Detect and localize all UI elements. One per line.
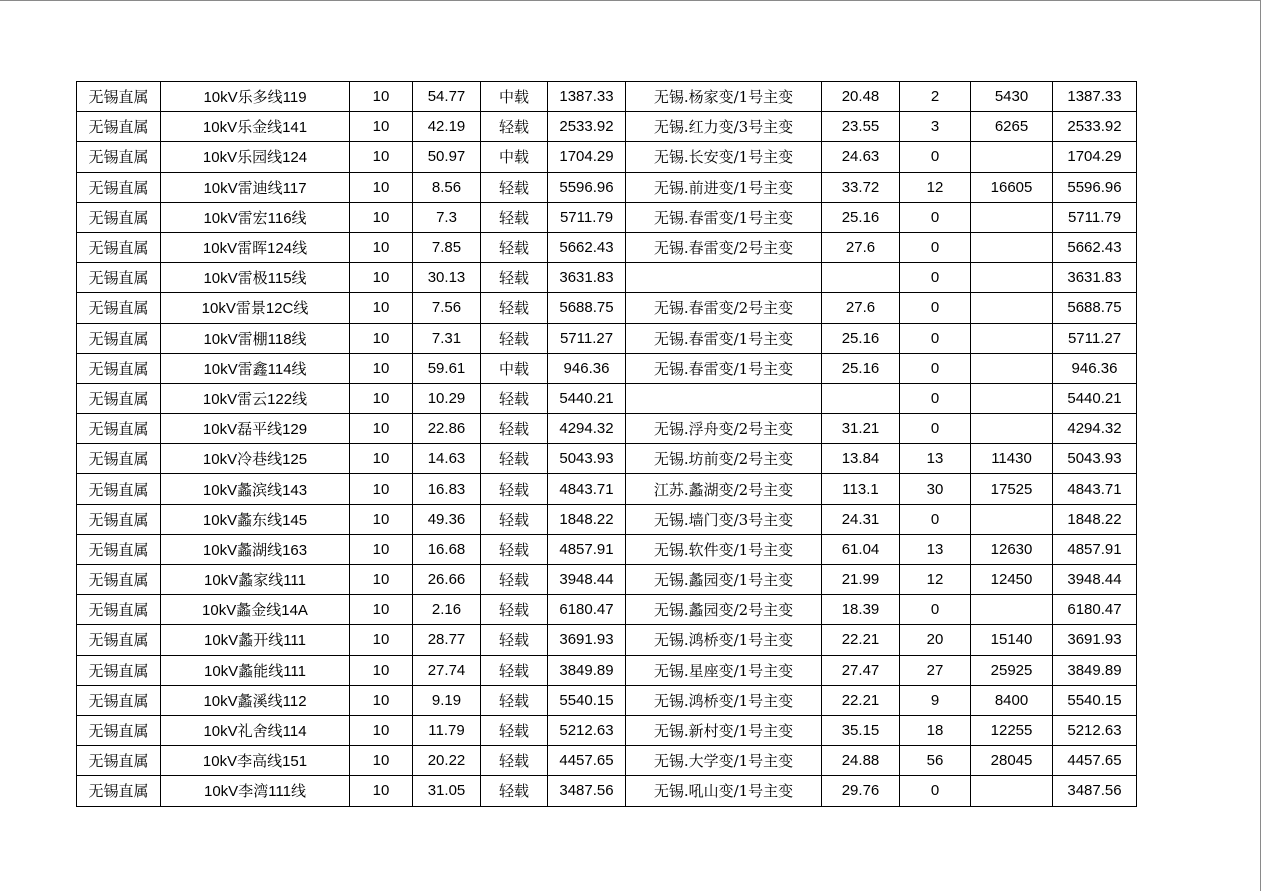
cell-length: 11.79 (413, 715, 481, 745)
cell-substation-transformer (626, 383, 822, 413)
cell-load-status: 轻载 (481, 565, 548, 595)
cell-voltage: 10 (350, 82, 413, 112)
cell-load-rate: 31.21 (822, 414, 900, 444)
cell-load-status: 轻载 (481, 263, 548, 293)
cell-feeder-line: 10kV雷晖124线 (161, 232, 350, 262)
cell-feeder-line: 10kV雷鑫114线 (161, 353, 350, 383)
cell-total-capacity (971, 293, 1053, 323)
cell-total-capacity: 16605 (971, 172, 1053, 202)
cell-feeder-line: 10kV李高线151 (161, 746, 350, 776)
cell-capacity: 1704.29 (548, 142, 626, 172)
cell-available-capacity: 3631.83 (1053, 263, 1137, 293)
cell-total-capacity (971, 776, 1053, 806)
cell-organization: 无锡直属 (77, 776, 161, 806)
table-row (77, 142, 1137, 172)
cell-load-rate: 25.16 (822, 353, 900, 383)
cell-organization: 无锡直属 (77, 746, 161, 776)
cell-count: 0 (900, 353, 971, 383)
cell-load-status: 中载 (481, 142, 548, 172)
cell-voltage: 10 (350, 565, 413, 595)
cell-feeder-line: 10kV礼舍线114 (161, 715, 350, 745)
cell-count: 56 (900, 746, 971, 776)
cell-organization: 无锡直属 (77, 82, 161, 112)
cell-count: 0 (900, 504, 971, 534)
cell-available-capacity: 3849.89 (1053, 655, 1137, 685)
cell-count: 2 (900, 82, 971, 112)
cell-available-capacity: 4843.71 (1053, 474, 1137, 504)
cell-length: 8.56 (413, 172, 481, 202)
cell-total-capacity: 17525 (971, 474, 1053, 504)
cell-count: 0 (900, 232, 971, 262)
cell-load-status: 轻载 (481, 474, 548, 504)
cell-organization: 无锡直属 (77, 444, 161, 474)
cell-organization: 无锡直属 (77, 534, 161, 564)
cell-load-rate: 23.55 (822, 112, 900, 142)
cell-organization: 无锡直属 (77, 353, 161, 383)
cell-organization: 无锡直属 (77, 112, 161, 142)
cell-count: 13 (900, 444, 971, 474)
table-row (77, 776, 1137, 806)
cell-load-rate (822, 383, 900, 413)
cell-feeder-line: 10kV磊平线129 (161, 414, 350, 444)
cell-organization: 无锡直属 (77, 715, 161, 745)
table-row (77, 444, 1137, 474)
table-row (77, 112, 1137, 142)
cell-substation-transformer (626, 263, 822, 293)
cell-voltage: 10 (350, 142, 413, 172)
cell-capacity: 5043.93 (548, 444, 626, 474)
cell-load-rate: 27.47 (822, 655, 900, 685)
cell-length: 54.77 (413, 82, 481, 112)
table-row (77, 534, 1137, 564)
table-row (77, 474, 1137, 504)
cell-substation-transformer: 无锡.软件变/1号主变 (626, 534, 822, 564)
cell-load-status: 轻载 (481, 232, 548, 262)
cell-substation-transformer: 无锡.蠡园变/2号主变 (626, 595, 822, 625)
cell-capacity: 4457.65 (548, 746, 626, 776)
table-row (77, 293, 1137, 323)
cell-total-capacity: 15140 (971, 625, 1053, 655)
cell-organization: 无锡直属 (77, 595, 161, 625)
cell-substation-transformer: 无锡.春雷变/1号主变 (626, 323, 822, 353)
cell-length: 59.61 (413, 353, 481, 383)
cell-available-capacity: 5540.15 (1053, 685, 1137, 715)
cell-load-rate: 27.6 (822, 293, 900, 323)
cell-available-capacity: 1848.22 (1053, 504, 1137, 534)
cell-substation-transformer: 无锡.春雷变/2号主变 (626, 232, 822, 262)
table-body (77, 82, 1137, 807)
cell-length: 28.77 (413, 625, 481, 655)
cell-feeder-line: 10kV蠡开线111 (161, 625, 350, 655)
cell-capacity: 5596.96 (548, 172, 626, 202)
cell-count: 27 (900, 655, 971, 685)
cell-total-capacity (971, 323, 1053, 353)
cell-substation-transformer: 无锡.新村变/1号主变 (626, 715, 822, 745)
cell-load-rate: 25.16 (822, 323, 900, 353)
cell-load-status: 轻载 (481, 655, 548, 685)
cell-organization: 无锡直属 (77, 232, 161, 262)
cell-load-status: 中载 (481, 353, 548, 383)
cell-length: 31.05 (413, 776, 481, 806)
cell-total-capacity: 6265 (971, 112, 1053, 142)
cell-capacity: 5711.79 (548, 202, 626, 232)
cell-capacity: 2533.92 (548, 112, 626, 142)
cell-capacity: 946.36 (548, 353, 626, 383)
cell-voltage: 10 (350, 383, 413, 413)
cell-substation-transformer: 无锡.杨家变/1号主变 (626, 82, 822, 112)
cell-substation-transformer: 无锡.大学变/1号主变 (626, 746, 822, 776)
cell-organization: 无锡直属 (77, 383, 161, 413)
cell-load-rate: 24.31 (822, 504, 900, 534)
cell-organization: 无锡直属 (77, 625, 161, 655)
cell-feeder-line: 10kV蠡滨线143 (161, 474, 350, 504)
cell-count: 0 (900, 383, 971, 413)
cell-voltage: 10 (350, 776, 413, 806)
cell-load-status: 轻载 (481, 293, 548, 323)
feeder-load-table (76, 81, 1137, 807)
cell-organization: 无锡直属 (77, 293, 161, 323)
cell-total-capacity (971, 504, 1053, 534)
cell-feeder-line: 10kV蠡金线14A (161, 595, 350, 625)
cell-total-capacity (971, 414, 1053, 444)
cell-load-rate: 33.72 (822, 172, 900, 202)
cell-length: 42.19 (413, 112, 481, 142)
cell-load-status: 轻载 (481, 202, 548, 232)
cell-organization: 无锡直属 (77, 263, 161, 293)
cell-voltage: 10 (350, 595, 413, 625)
cell-available-capacity: 5440.21 (1053, 383, 1137, 413)
cell-organization: 无锡直属 (77, 323, 161, 353)
cell-feeder-line: 10kV雷景12C线 (161, 293, 350, 323)
cell-available-capacity: 4457.65 (1053, 746, 1137, 776)
cell-total-capacity: 25925 (971, 655, 1053, 685)
cell-total-capacity (971, 263, 1053, 293)
cell-load-rate: 24.88 (822, 746, 900, 776)
cell-length: 50.97 (413, 142, 481, 172)
cell-length: 16.68 (413, 534, 481, 564)
cell-total-capacity: 12630 (971, 534, 1053, 564)
cell-capacity: 4294.32 (548, 414, 626, 444)
cell-feeder-line: 10kV蠡家线111 (161, 565, 350, 595)
cell-voltage: 10 (350, 715, 413, 745)
cell-voltage: 10 (350, 293, 413, 323)
table-row (77, 323, 1137, 353)
cell-count: 18 (900, 715, 971, 745)
cell-available-capacity: 1704.29 (1053, 142, 1137, 172)
cell-load-rate: 13.84 (822, 444, 900, 474)
cell-organization: 无锡直属 (77, 655, 161, 685)
cell-voltage: 10 (350, 232, 413, 262)
cell-available-capacity: 3948.44 (1053, 565, 1137, 595)
cell-feeder-line: 10kV冷巷线125 (161, 444, 350, 474)
cell-substation-transformer: 无锡.吼山变/1号主变 (626, 776, 822, 806)
cell-feeder-line: 10kV雷极115线 (161, 263, 350, 293)
cell-capacity: 5440.21 (548, 383, 626, 413)
cell-available-capacity: 5596.96 (1053, 172, 1137, 202)
cell-count: 0 (900, 142, 971, 172)
cell-feeder-line: 10kV蠡能线111 (161, 655, 350, 685)
cell-substation-transformer: 无锡.鸿桥变/1号主变 (626, 625, 822, 655)
cell-voltage: 10 (350, 112, 413, 142)
cell-available-capacity: 946.36 (1053, 353, 1137, 383)
table-row (77, 172, 1137, 202)
cell-substation-transformer: 无锡.蠡园变/1号主变 (626, 565, 822, 595)
table-row (77, 655, 1137, 685)
cell-load-rate: 21.99 (822, 565, 900, 595)
cell-load-status: 轻载 (481, 414, 548, 444)
cell-feeder-line: 10kV乐多线119 (161, 82, 350, 112)
cell-load-status: 轻载 (481, 685, 548, 715)
cell-length: 27.74 (413, 655, 481, 685)
cell-capacity: 5662.43 (548, 232, 626, 262)
cell-voltage: 10 (350, 414, 413, 444)
cell-feeder-line: 10kV乐金线141 (161, 112, 350, 142)
cell-capacity: 1387.33 (548, 82, 626, 112)
cell-load-status: 中载 (481, 82, 548, 112)
cell-load-status: 轻载 (481, 383, 548, 413)
cell-capacity: 5688.75 (548, 293, 626, 323)
table-row (77, 383, 1137, 413)
cell-total-capacity: 28045 (971, 746, 1053, 776)
cell-count: 0 (900, 323, 971, 353)
cell-available-capacity: 5711.27 (1053, 323, 1137, 353)
cell-voltage: 10 (350, 444, 413, 474)
cell-capacity: 3487.56 (548, 776, 626, 806)
cell-organization: 无锡直属 (77, 474, 161, 504)
cell-count: 0 (900, 263, 971, 293)
cell-organization: 无锡直属 (77, 202, 161, 232)
cell-length: 22.86 (413, 414, 481, 444)
cell-capacity: 3631.83 (548, 263, 626, 293)
cell-load-rate: 35.15 (822, 715, 900, 745)
cell-load-rate: 24.63 (822, 142, 900, 172)
cell-total-capacity (971, 353, 1053, 383)
cell-load-status: 轻载 (481, 595, 548, 625)
cell-length: 30.13 (413, 263, 481, 293)
cell-substation-transformer: 无锡.墙门变/3号主变 (626, 504, 822, 534)
cell-available-capacity: 4294.32 (1053, 414, 1137, 444)
cell-voltage: 10 (350, 202, 413, 232)
cell-load-status: 轻载 (481, 172, 548, 202)
table-row (77, 202, 1137, 232)
cell-total-capacity (971, 142, 1053, 172)
cell-length: 9.19 (413, 685, 481, 715)
cell-load-rate: 27.6 (822, 232, 900, 262)
cell-count: 30 (900, 474, 971, 504)
cell-length: 26.66 (413, 565, 481, 595)
cell-load-rate: 22.21 (822, 625, 900, 655)
cell-available-capacity: 5662.43 (1053, 232, 1137, 262)
cell-substation-transformer: 无锡.坊前变/2号主变 (626, 444, 822, 474)
cell-organization: 无锡直属 (77, 414, 161, 444)
cell-substation-transformer: 无锡.长安变/1号主变 (626, 142, 822, 172)
cell-capacity: 3849.89 (548, 655, 626, 685)
cell-load-status: 轻载 (481, 534, 548, 564)
cell-feeder-line: 10kV蠡溪线112 (161, 685, 350, 715)
cell-substation-transformer: 无锡.红力变/3号主变 (626, 112, 822, 142)
cell-count: 9 (900, 685, 971, 715)
table-row (77, 746, 1137, 776)
cell-total-capacity: 12450 (971, 565, 1053, 595)
cell-organization: 无锡直属 (77, 504, 161, 534)
cell-count: 0 (900, 414, 971, 444)
cell-capacity: 3691.93 (548, 625, 626, 655)
cell-count: 12 (900, 565, 971, 595)
cell-organization: 无锡直属 (77, 685, 161, 715)
cell-capacity: 5540.15 (548, 685, 626, 715)
cell-length: 14.63 (413, 444, 481, 474)
table-row (77, 625, 1137, 655)
cell-available-capacity: 5212.63 (1053, 715, 1137, 745)
cell-voltage: 10 (350, 263, 413, 293)
cell-count: 0 (900, 293, 971, 323)
cell-feeder-line: 10kV雷宏116线 (161, 202, 350, 232)
cell-total-capacity: 8400 (971, 685, 1053, 715)
cell-length: 16.83 (413, 474, 481, 504)
cell-feeder-line: 10kV雷迪线117 (161, 172, 350, 202)
cell-capacity: 5711.27 (548, 323, 626, 353)
cell-load-status: 轻载 (481, 746, 548, 776)
cell-voltage: 10 (350, 746, 413, 776)
cell-load-rate: 29.76 (822, 776, 900, 806)
cell-organization: 无锡直属 (77, 172, 161, 202)
table-row (77, 595, 1137, 625)
cell-total-capacity: 11430 (971, 444, 1053, 474)
cell-length: 20.22 (413, 746, 481, 776)
cell-feeder-line: 10kV雷云122线 (161, 383, 350, 413)
cell-voltage: 10 (350, 474, 413, 504)
table-row (77, 263, 1137, 293)
cell-available-capacity: 3691.93 (1053, 625, 1137, 655)
table-row (77, 82, 1137, 112)
cell-available-capacity: 3487.56 (1053, 776, 1137, 806)
cell-length: 7.31 (413, 323, 481, 353)
cell-available-capacity: 5711.79 (1053, 202, 1137, 232)
cell-capacity: 1848.22 (548, 504, 626, 534)
cell-organization: 无锡直属 (77, 565, 161, 595)
cell-count: 0 (900, 595, 971, 625)
cell-length: 7.85 (413, 232, 481, 262)
cell-load-rate: 20.48 (822, 82, 900, 112)
cell-capacity: 5212.63 (548, 715, 626, 745)
cell-total-capacity (971, 202, 1053, 232)
cell-load-rate: 25.16 (822, 202, 900, 232)
cell-capacity: 4843.71 (548, 474, 626, 504)
cell-load-rate: 113.1 (822, 474, 900, 504)
cell-capacity: 4857.91 (548, 534, 626, 564)
cell-available-capacity: 2533.92 (1053, 112, 1137, 142)
cell-organization: 无锡直属 (77, 142, 161, 172)
table-row (77, 565, 1137, 595)
cell-feeder-line: 10kV李湾111线 (161, 776, 350, 806)
cell-count: 0 (900, 776, 971, 806)
cell-count: 3 (900, 112, 971, 142)
cell-length: 2.16 (413, 595, 481, 625)
cell-total-capacity: 12255 (971, 715, 1053, 745)
cell-load-status: 轻载 (481, 323, 548, 353)
cell-load-status: 轻载 (481, 776, 548, 806)
cell-available-capacity: 6180.47 (1053, 595, 1137, 625)
cell-substation-transformer: 无锡.浮舟变/2号主变 (626, 414, 822, 444)
cell-length: 49.36 (413, 504, 481, 534)
cell-total-capacity (971, 595, 1053, 625)
cell-total-capacity (971, 383, 1053, 413)
cell-substation-transformer: 无锡.春雷变/1号主变 (626, 353, 822, 383)
cell-count: 13 (900, 534, 971, 564)
cell-voltage: 10 (350, 685, 413, 715)
cell-feeder-line: 10kV蠡东线145 (161, 504, 350, 534)
cell-load-rate: 22.21 (822, 685, 900, 715)
cell-load-status: 轻载 (481, 504, 548, 534)
cell-total-capacity: 5430 (971, 82, 1053, 112)
cell-feeder-line: 10kV乐园线124 (161, 142, 350, 172)
cell-count: 20 (900, 625, 971, 655)
cell-load-status: 轻载 (481, 444, 548, 474)
cell-total-capacity (971, 232, 1053, 262)
cell-voltage: 10 (350, 625, 413, 655)
cell-length: 7.56 (413, 293, 481, 323)
cell-load-status: 轻载 (481, 625, 548, 655)
cell-substation-transformer: 无锡.鸿桥变/1号主变 (626, 685, 822, 715)
cell-feeder-line: 10kV雷棚118线 (161, 323, 350, 353)
cell-voltage: 10 (350, 172, 413, 202)
cell-load-rate (822, 263, 900, 293)
cell-load-status: 轻载 (481, 112, 548, 142)
table-row (77, 504, 1137, 534)
cell-available-capacity: 1387.33 (1053, 82, 1137, 112)
cell-voltage: 10 (350, 353, 413, 383)
cell-capacity: 6180.47 (548, 595, 626, 625)
cell-load-rate: 18.39 (822, 595, 900, 625)
cell-load-rate: 61.04 (822, 534, 900, 564)
cell-count: 0 (900, 202, 971, 232)
cell-count: 12 (900, 172, 971, 202)
cell-voltage: 10 (350, 504, 413, 534)
cell-voltage: 10 (350, 655, 413, 685)
cell-available-capacity: 5688.75 (1053, 293, 1137, 323)
cell-voltage: 10 (350, 534, 413, 564)
cell-load-status: 轻载 (481, 715, 548, 745)
cell-substation-transformer: 江苏.蠡湖变/2号主变 (626, 474, 822, 504)
cell-available-capacity: 4857.91 (1053, 534, 1137, 564)
cell-substation-transformer: 无锡.星座变/1号主变 (626, 655, 822, 685)
cell-substation-transformer: 无锡.春雷变/2号主变 (626, 293, 822, 323)
cell-substation-transformer: 无锡.前进变/1号主变 (626, 172, 822, 202)
cell-voltage: 10 (350, 323, 413, 353)
cell-available-capacity: 5043.93 (1053, 444, 1137, 474)
cell-length: 7.3 (413, 202, 481, 232)
cell-length: 10.29 (413, 383, 481, 413)
cell-substation-transformer: 无锡.春雷变/1号主变 (626, 202, 822, 232)
table-row (77, 685, 1137, 715)
table-row (77, 414, 1137, 444)
table-row (77, 232, 1137, 262)
table-row (77, 715, 1137, 745)
cell-feeder-line: 10kV蠡湖线163 (161, 534, 350, 564)
cell-capacity: 3948.44 (548, 565, 626, 595)
table-row (77, 353, 1137, 383)
